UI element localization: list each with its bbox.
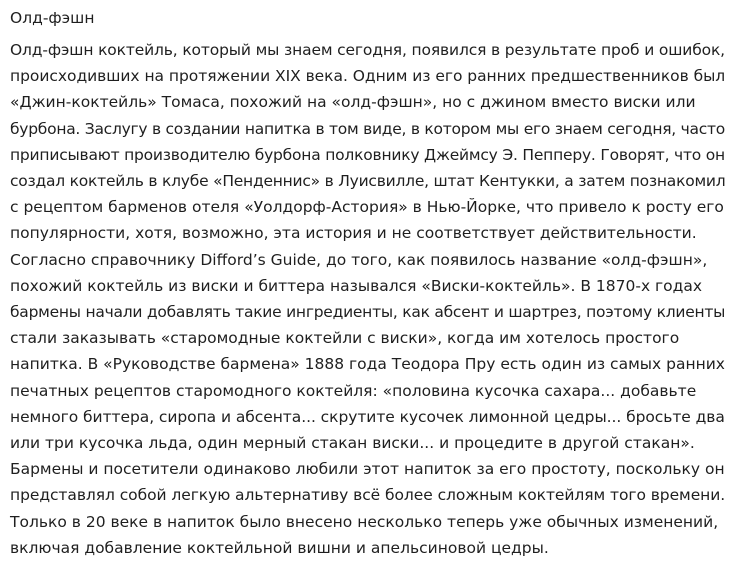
body-line: происходивших на протяжении XIX века. Одним из его ранних предшественников был: [10, 67, 726, 86]
body-line: или три кусочка льда, один мерный стакан виски... и процедите в другой стакан».: [10, 434, 695, 453]
body-line: бурбона. Заслугу в создании напитка в том виде, в котором мы его знаем сегодня, часто: [10, 119, 726, 138]
body-line: немного биттера, сиропа и абсента... скрутите кусочек лимонной цедры... бросьте два: [10, 407, 725, 426]
document-body: [10, 37, 725, 561]
body-line: Согласно справочнику Difford’s Guide, до того, как появилось название «олд-фэшн»,: [10, 250, 708, 269]
body-line: бармены начали добавлять такие ингредиенты, как абсент и шартрез, поэтому клиенты: [10, 303, 726, 322]
body-line: стали заказывать «старомодные коктейли с виски», когда им хотелось простого: [10, 329, 680, 348]
body-line: приписывают производителю бурбона полковнику Джеймсу Э. Пепперу. Говорят, что он: [10, 145, 725, 164]
body-line: «Джин-коктейль» Томаса, похожий на «олд-фэшн», но с джином вместо виски или: [10, 93, 696, 112]
body-line: печатных рецептов старомодного коктейля: «половина кусочка сахара... добавьте: [10, 381, 697, 400]
body-line: Бармены и посетители одинаково любили этот напиток за его простоту, поскольку он: [10, 460, 725, 479]
body-line: Олд-фэшн коктейль, который мы знаем сегодня, появился в результате проб и ошибок,: [10, 41, 725, 59]
body-line: с рецептом барменов отеля «Уолдорф-Астория» в Нью-Йорке, что привело к росту его: [10, 198, 724, 217]
body-line: представлял собой легкую альтернативу всё более сложным коктейлям того времени.: [10, 486, 726, 505]
document-title: Олд-фэшн: [10, 9, 95, 27]
body-line: популярности, хотя, возможно, эта история и не соответствует действительности.: [10, 224, 697, 243]
body-line: напитка. В «Руководстве бармена» 1888 года Теодора Пру есть один из самых ранних: [10, 355, 725, 374]
body-line: включая добавление коктейльной вишни и апельсиновой цедры.: [10, 538, 549, 557]
body-line: создал коктейль в клубе «Пенденнис» в Луисвилле, штат Кентукки, а затем познакомил: [10, 172, 726, 191]
body-line: похожий коктейль из виски и биттера назывался «Виски-коктейль». В 1870-х годах: [10, 276, 703, 295]
body-line: Только в 20 веке в напиток было внесено несколько теперь уже обычных изменений,: [10, 512, 719, 531]
